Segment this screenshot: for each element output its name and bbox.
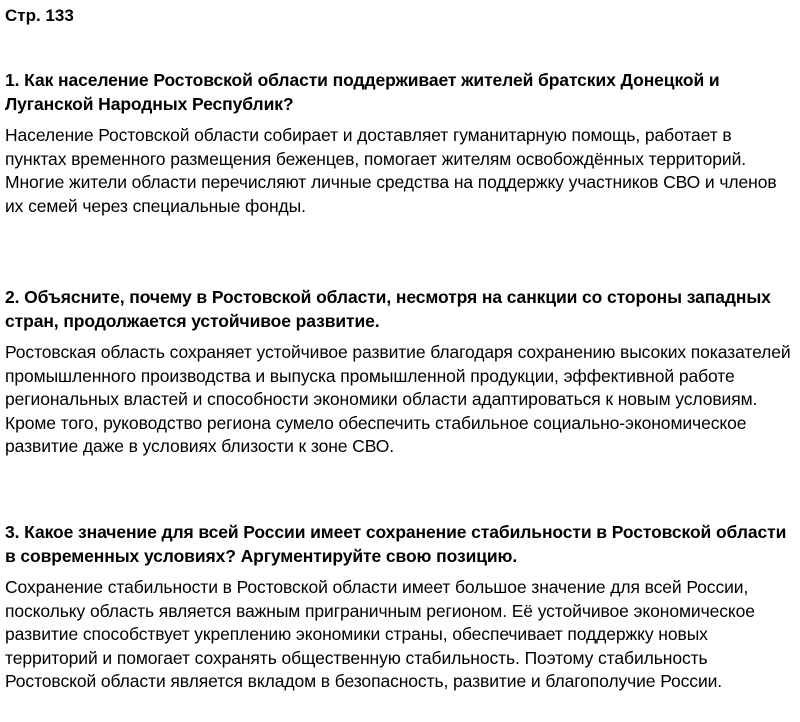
question-1: 1. Как население Ростовской области поддерживает жителей братских Донецкой и Луганской Народных Республик? bbox=[5, 70, 720, 114]
answer-1: Население Ростовской области собирает и доставляет гуманитарную помощь, работает в пунктах временного размещения беженцев, помогает жителям освобождённых территорий. Многие жители области перечисляют личные средства на поддержку участников СВО и членов их семей через специальные фонды. bbox=[5, 125, 777, 216]
answer-3: Сохранение стабильности в Ростовской области имеет большое значение для всей России, поскольку область является важным приграничным регионом. Её устойчивое экономическое развитие способствует укреплению экономики страны, обеспечивает поддержку новых территорий и помогает сохранять общественную стабильность. Поэтому стабильность Ростовской области является вкладом в безопасность, развитие и благополучие России. bbox=[5, 577, 755, 691]
question-3: 3. Какое значение для всей России имеет сохранение стабильности в Ростовской области в современных условиях? Аргументируйте свою позицию. bbox=[5, 522, 787, 566]
question-2: 2. Объясните, почему в Ростовской области, несмотря на санкции со стороны западных стран, продолжается устойчивое развитие. bbox=[5, 287, 771, 331]
answer-2: Ростовская область сохраняет устойчивое развитие благодаря сохранению высоких показателей промышленного производства и выпуска промышленной продукции, эффективной работе региональных властей и способности экономики области адаптироваться к новым условиям. Кроме того, руководство региона сумело обеспечить стабильное социально-экономическое развитие даже в условиях близости к зоне СВО. bbox=[5, 342, 791, 456]
page-number: Стр. 133 bbox=[5, 6, 74, 25]
